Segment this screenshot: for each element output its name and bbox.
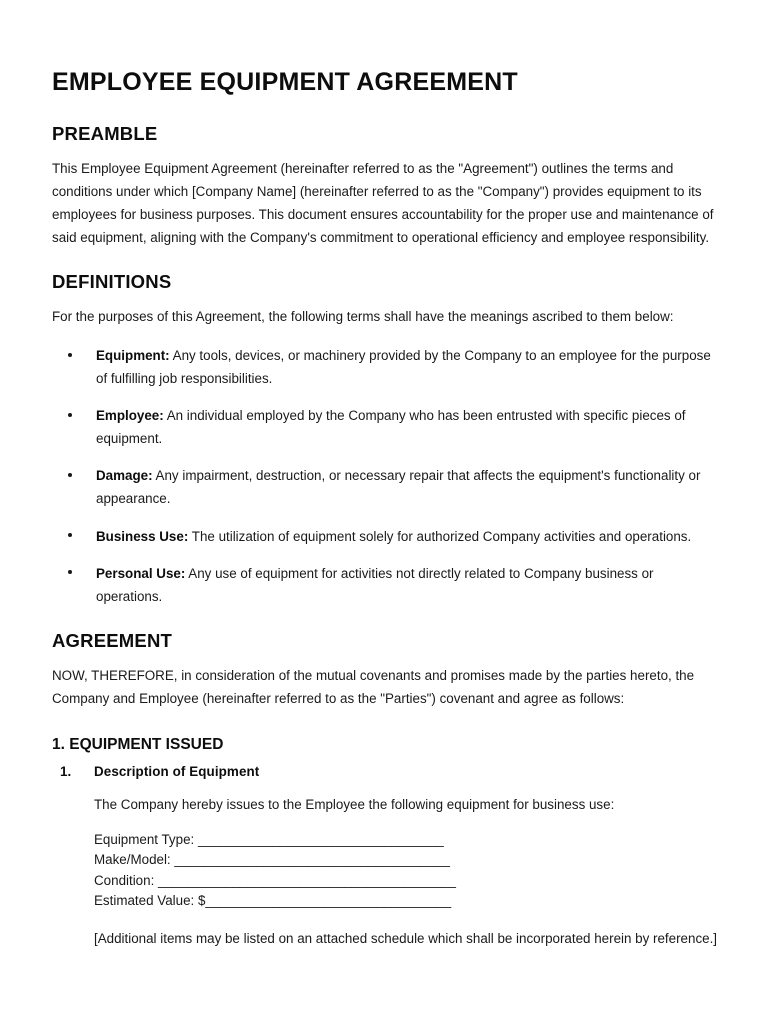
list-item bbox=[52, 404, 718, 450]
section-heading-preamble: PREAMBLE bbox=[52, 123, 158, 144]
definition-term: Damage: bbox=[96, 468, 153, 484]
definition-text: Any use of equipment for activities not directly related to Company business or operations. bbox=[96, 565, 654, 604]
bullet-icon bbox=[68, 353, 72, 357]
bullet-icon bbox=[68, 413, 72, 417]
item-body: The Company hereby issues to the Employee the following equipment for business use: bbox=[94, 796, 615, 812]
field-condition: Condition: ________________________________________ bbox=[94, 872, 456, 888]
list-item bbox=[52, 464, 718, 510]
field-equipment-type: Equipment Type: _________________________________ bbox=[94, 831, 444, 847]
definition-text: The utilization of equipment solely for authorized Company activities and operations. bbox=[188, 528, 692, 544]
definition-text: Any impairment, destruction, or necessary repair that affects the equipment's functionality or appearance. bbox=[96, 468, 701, 507]
definition-text: Any tools, devices, or machinery provided by the Company to an employee for the purpose of fulfilling job responsibilities. bbox=[96, 348, 711, 387]
definition-term: Business Use: bbox=[96, 528, 189, 544]
bullet-icon bbox=[68, 533, 72, 537]
equipment-fields bbox=[94, 830, 718, 912]
item-title: Description of Equipment bbox=[94, 763, 260, 779]
bullet-icon bbox=[68, 570, 72, 574]
definition-term: Personal Use: bbox=[96, 565, 186, 581]
bullet-icon bbox=[68, 473, 72, 477]
list-item bbox=[52, 764, 718, 951]
clause-heading-equipment-issued: 1. EQUIPMENT ISSUED bbox=[52, 735, 224, 753]
clause-items-list bbox=[52, 764, 718, 951]
item-number: 1. bbox=[60, 763, 72, 779]
section-heading-definitions: DEFINITIONS bbox=[52, 271, 172, 293]
agreement-paragraph: NOW, THEREFORE, in consideration of the mutual covenants and promises made by the parties hereto, the Company and Employee (hereinafter referred to as the "Parties") covenant and agree as follows: bbox=[52, 667, 695, 706]
list-item bbox=[52, 562, 718, 608]
definitions-list bbox=[52, 344, 718, 607]
field-estimated-value: Estimated Value: $_________________________________ bbox=[94, 892, 452, 908]
field-make-model: Make/Model: _____________________________________ bbox=[94, 852, 450, 868]
additional-items-note: [Additional items may be listed on an attached schedule which shall be incorporated herein by reference.] bbox=[94, 931, 718, 947]
definition-term: Employee: bbox=[96, 408, 164, 424]
definition-term: Equipment: bbox=[96, 348, 170, 364]
definitions-intro: For the purposes of this Agreement, the following terms shall have the meanings ascribed to them below: bbox=[52, 309, 674, 325]
section-heading-agreement: AGREEMENT bbox=[52, 629, 172, 651]
preamble-paragraph: This Employee Equipment Agreement (hereinafter referred to as the "Agreement") outlines the terms and conditions under which [Company Name] (hereinafter referred to as the "Company") provides equipment to its employees for business purposes. This document ensures accountability for the proper use and maintenance of said equipment, aligning with the Company's commitment to operational efficiency and employee responsibility. bbox=[52, 161, 714, 246]
definition-text: An individual employed by the Company who has been entrusted with specific pieces of equipment. bbox=[96, 408, 686, 447]
list-item bbox=[52, 344, 718, 390]
list-item bbox=[52, 525, 718, 548]
page-title: EMPLOYEE EQUIPMENT AGREEMENT bbox=[52, 68, 518, 96]
